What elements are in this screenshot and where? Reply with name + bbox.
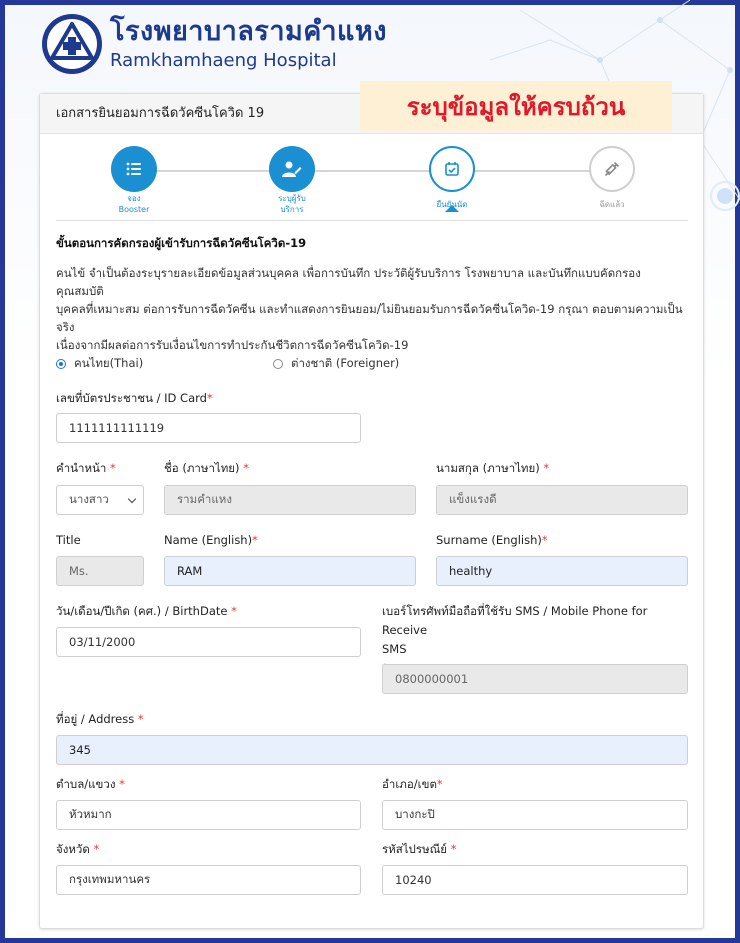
hospital-emblem-icon bbox=[40, 12, 104, 76]
instruction-banner: ระบุข้อมูลให้ครบถ้วน bbox=[360, 81, 672, 131]
last-name-en-input[interactable]: healthy bbox=[436, 556, 688, 586]
title-en-label: Title bbox=[56, 533, 81, 547]
step-label: Booster bbox=[118, 205, 150, 214]
first-name-th-input[interactable]: รามคำแหง bbox=[164, 485, 416, 515]
booking-stepper bbox=[56, 146, 688, 220]
step-label: บริการ bbox=[280, 205, 304, 214]
mobile-input[interactable]: 0800000001 bbox=[382, 664, 688, 694]
intro-line: เนื่องจากมีผลต่อการรับเงื่อนไขการทำประกันชีวิตการฉีดวัคซีนโควิด-19 bbox=[56, 338, 409, 352]
hospital-name-thai: โรงพยาบาลรามคำแหง bbox=[110, 16, 387, 47]
district-input[interactable]: บางกะปิ bbox=[382, 800, 688, 830]
intro-line: คนไข้ จำเป็นต้องระบุรายละเอียดข้อมูลส่วนบุคคล เพื่อการบันทึก ประวัติผู้รับบริการ โรงพยาบาล และบันทึกแบบคัดกรอง คุณสมบัติ bbox=[56, 266, 641, 298]
current-step-pointer bbox=[445, 205, 459, 212]
birthdate-input[interactable]: 03/11/2000 bbox=[56, 627, 361, 657]
nationality-foreigner-option[interactable] bbox=[273, 355, 399, 373]
title-en-input[interactable]: Ms. bbox=[56, 556, 144, 586]
postcode-input[interactable]: 10240 bbox=[382, 865, 688, 895]
radio-thai-label: คนไทย(Thai) bbox=[74, 356, 144, 370]
prefix-th-value: นางสาว bbox=[69, 492, 109, 506]
id-card-input[interactable]: 1111111111119 bbox=[56, 413, 361, 443]
district-label: อำเภอ/เขต* bbox=[382, 777, 443, 791]
step-vaccinated[interactable] bbox=[572, 146, 652, 209]
prefix-th-label: คำนำหน้า * bbox=[56, 461, 116, 475]
list-icon bbox=[111, 146, 157, 192]
intro-text bbox=[56, 264, 692, 354]
first-name-th-label: ชื่อ (ภาษาไทย) * bbox=[164, 461, 249, 475]
address-input[interactable]: 345 bbox=[56, 735, 688, 765]
address-label: ที่อยู่ / Address * bbox=[56, 712, 144, 726]
calendar-check-icon bbox=[429, 146, 475, 192]
prefix-th-select[interactable] bbox=[56, 485, 144, 515]
step-patient-info[interactable] bbox=[252, 146, 332, 214]
last-name-en-label: Surname (English)* bbox=[436, 533, 548, 547]
last-name-th-input[interactable]: แข็งแรงดี bbox=[436, 485, 688, 515]
intro-line: บุคคลที่เหมาะสม ต่อการรับการฉีดวัคซีน และทำแสดงการยินยอม/ไม่ยินยอมรับการฉีดวัคซีนโควิด-19 กรุณา ตอบตามความเป็นจริง bbox=[56, 302, 683, 334]
card-title: เอกสารยินยอมการฉีดวัคซีนโควิด 19 bbox=[40, 94, 703, 134]
birthdate-label: วัน/เดือน/ปีเกิด (คศ.) / BirthDate * bbox=[56, 604, 237, 618]
province-input[interactable]: กรุงเทพมหานคร bbox=[56, 865, 361, 895]
first-name-en-input[interactable]: RAM bbox=[164, 556, 416, 586]
mobile-label-line: เบอร์โทรศัพท์มือถือที่ใช้รับ SMS / Mobile Phone for Receive bbox=[382, 604, 648, 637]
step-label: ระบุผู้รับ bbox=[278, 194, 306, 203]
step-label: ยืนยันนัด bbox=[436, 200, 468, 209]
step-confirm-appointment[interactable] bbox=[412, 146, 492, 209]
subdistrict-label: ตำบล/แขวง * bbox=[56, 777, 125, 791]
syringe-icon bbox=[589, 146, 635, 192]
id-card-label: เลขที่บัตรประชาชน / ID Card* bbox=[56, 391, 213, 405]
province-label: จังหวัด * bbox=[56, 842, 100, 856]
chevron-down-icon bbox=[128, 494, 136, 502]
postcode-label: รหัสไปรษณีย์ * bbox=[382, 842, 457, 856]
subdistrict-input[interactable]: หัวหมาก bbox=[56, 800, 361, 830]
last-name-th-label: นามสกุล (ภาษาไทย) * bbox=[436, 461, 550, 475]
divider bbox=[56, 220, 688, 221]
mobile-label-line: SMS bbox=[382, 642, 407, 656]
step-label: จอง bbox=[127, 194, 141, 203]
radio-thai[interactable] bbox=[56, 359, 66, 369]
first-name-en-label: Name (English)* bbox=[164, 533, 258, 547]
step-booster[interactable] bbox=[94, 146, 174, 214]
user-edit-icon bbox=[269, 146, 315, 192]
radio-foreigner-label: ต่างชาติ (Foreigner) bbox=[291, 356, 400, 370]
hospital-name-english: Ramkhamhaeng Hospital bbox=[110, 50, 337, 71]
hospital-logo bbox=[40, 12, 387, 76]
step-label: ฉีดแล้ว bbox=[599, 200, 625, 209]
nationality-thai-option[interactable] bbox=[56, 355, 143, 373]
screening-section-title: ขั้นตอนการคัดกรองผู้เข้ารับการฉีดวัคซีนโควิด-19 bbox=[56, 236, 307, 250]
radio-foreigner[interactable] bbox=[273, 359, 283, 369]
consent-form-card bbox=[39, 93, 704, 929]
